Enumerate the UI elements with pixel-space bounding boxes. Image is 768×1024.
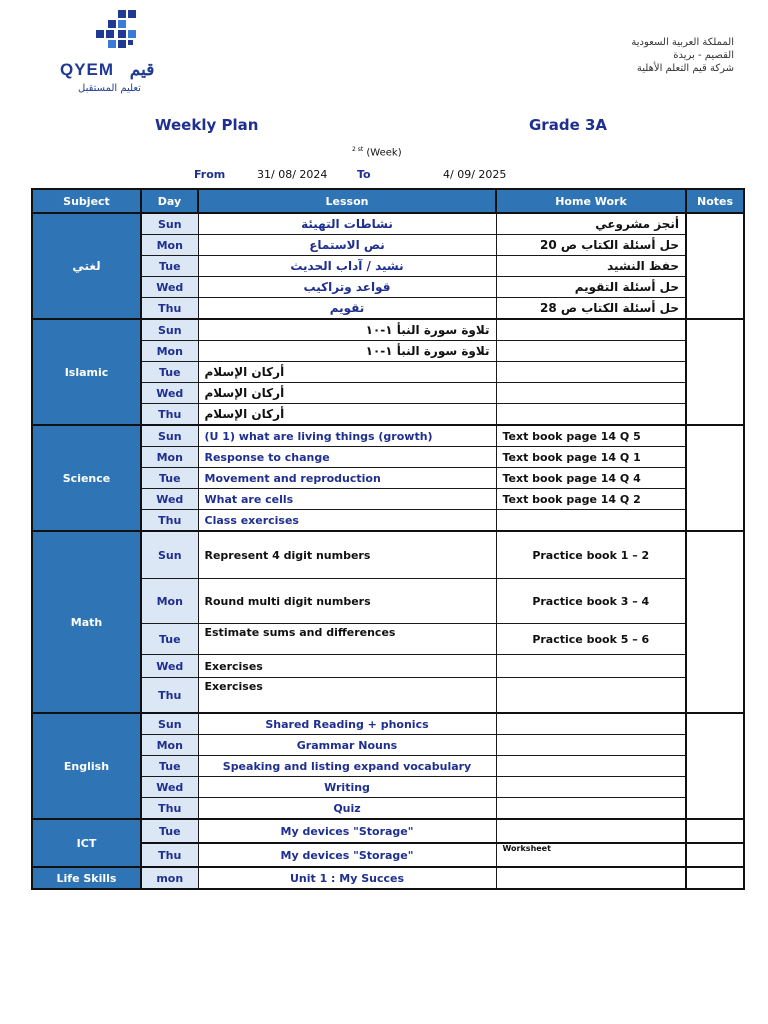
subject-life-skills: Life Skills [32,867,141,889]
homework-cell: أنجز مشروعي [496,213,686,235]
homework-cell [496,404,686,426]
homework-cell [496,510,686,532]
homework-cell: Practice book 1 – 2 [496,531,686,579]
homework-cell: Practice book 5 – 6 [496,624,686,655]
homework-cell: Worksheet [496,843,686,867]
day-cell: Mon [141,579,198,624]
header-homework: Home Work [496,189,686,213]
day-cell: Thu [141,798,198,820]
homework-cell: حل أسئلة التقويم [496,277,686,298]
homework-cell: Text book page 14 Q 1 [496,447,686,468]
day-cell: Wed [141,277,198,298]
lesson-cell: Shared Reading + phonics [198,713,496,735]
table-header-row [32,189,744,213]
subject-islamic: Islamic [32,319,141,425]
day-cell: Sun [141,531,198,579]
day-cell: Wed [141,383,198,404]
homework-cell: حفظ النشيد [496,256,686,277]
to-date: 4/ 09/ 2025 [443,168,507,181]
notes-cell [686,867,744,889]
org-line-city: القصيم - بريدة [673,50,734,61]
day-cell: Tue [141,256,198,277]
lesson-cell: تلاوة سورة النبأ ١-١٠ [198,319,496,341]
logo-tagline: تعليم المستقبل [78,83,141,94]
lesson-cell: نص الاستماع [198,235,496,256]
table-row [32,713,744,735]
lesson-cell: قواعد وتراكيب [198,277,496,298]
table-row [32,213,744,235]
header-subject: Subject [32,189,141,213]
lesson-cell: (U 1) what are living things (growth) [198,425,496,447]
to-label: To [357,168,371,181]
day-cell: Sun [141,425,198,447]
logo-mark-icon [60,8,200,68]
lesson-cell: نشاطات التهيئة [198,213,496,235]
org-line-company: شركة قيم التعلم الأهلية [636,63,734,74]
week-label [352,146,402,158]
from-date: 31/ 08/ 2024 [257,168,328,181]
homework-cell: Text book page 14 Q 5 [496,425,686,447]
subject-arabic: لغتي [32,213,141,319]
day-cell: Sun [141,713,198,735]
lesson-cell: نشيد / آداب الحديث [198,256,496,277]
day-cell: Mon [141,735,198,756]
homework-cell [496,756,686,777]
subject-ict: ICT [32,819,141,867]
homework-cell [496,713,686,735]
day-cell: Thu [141,298,198,320]
day-cell: Tue [141,362,198,383]
lesson-cell: Class exercises [198,510,496,532]
table-row [32,867,744,889]
week-text: (Week) [366,147,402,159]
lesson-cell: Speaking and listing expand vocabulary [198,756,496,777]
day-cell: Thu [141,510,198,532]
lesson-cell: تلاوة سورة النبأ ١-١٠ [198,341,496,362]
page-title: Weekly Plan [155,116,259,134]
day-cell: Thu [141,843,198,867]
from-label: From [194,168,226,181]
homework-cell [496,819,686,843]
lesson-cell: Quiz [198,798,496,820]
table-row [32,819,744,843]
org-line-country: المملكة العربية السعودية [631,37,734,48]
lesson-cell: Movement and reproduction [198,468,496,489]
table-row [32,531,744,579]
homework-cell [496,867,686,889]
day-cell: Sun [141,213,198,235]
lesson-cell: أركان الإسلام [198,404,496,426]
homework-cell [496,341,686,362]
homework-cell: حل أسئلة الكتاب ص 28 [496,298,686,320]
lesson-cell: Represent 4 digit numbers [198,531,496,579]
weekly-plan-table [31,188,745,890]
notes-cell [686,319,744,425]
table-row [32,319,744,341]
notes-cell [686,425,744,531]
lesson-cell: أركان الإسلام [198,383,496,404]
notes-cell [686,531,744,713]
lesson-cell: تقويم [198,298,496,320]
header-lesson: Lesson [198,189,496,213]
day-cell: Tue [141,468,198,489]
notes-cell [686,843,744,867]
lesson-cell: My devices "Storage" [198,843,496,867]
day-cell: Wed [141,655,198,678]
lesson-cell: Estimate sums and differences [198,624,496,655]
day-cell: Wed [141,489,198,510]
homework-cell: حل أسئلة الكتاب ص 20 [496,235,686,256]
day-cell: Tue [141,819,198,843]
day-cell: Mon [141,235,198,256]
lesson-cell: Grammar Nouns [198,735,496,756]
day-cell: Tue [141,756,198,777]
subject-english: English [32,713,141,819]
lesson-cell: Writing [198,777,496,798]
header-day: Day [141,189,198,213]
homework-cell: Text book page 14 Q 2 [496,489,686,510]
homework-cell [496,655,686,678]
week-number: 2 st [352,146,364,153]
lesson-cell: Response to change [198,447,496,468]
day-cell: Tue [141,624,198,655]
notes-cell [686,213,744,319]
homework-cell [496,362,686,383]
day-cell: mon [141,867,198,889]
subject-math: Math [32,531,141,713]
homework-cell [496,678,686,714]
notes-cell [686,713,744,819]
lesson-cell: Exercises [198,678,496,714]
day-cell: Sun [141,319,198,341]
lesson-cell: Exercises [198,655,496,678]
homework-cell [496,383,686,404]
homework-cell [496,319,686,341]
homework-cell [496,798,686,820]
subject-science: Science [32,425,141,531]
day-cell: Thu [141,678,198,714]
day-cell: Mon [141,447,198,468]
grade-label: Grade 3A [529,116,608,134]
lesson-cell: My devices "Storage" [198,819,496,843]
homework-cell: Text book page 14 Q 4 [496,468,686,489]
logo-en-text: QYEM [60,60,115,79]
organization-info [631,36,734,75]
homework-cell: Practice book 3 – 4 [496,579,686,624]
notes-cell [686,819,744,843]
logo-ar-text: قيم [129,60,155,79]
day-cell: Thu [141,404,198,426]
day-cell: Wed [141,777,198,798]
table-row [32,425,744,447]
day-cell: Mon [141,341,198,362]
lesson-cell: Unit 1 : My Succes [198,867,496,889]
homework-cell [496,777,686,798]
logo-wordmark [60,60,154,80]
lesson-cell: What are cells [198,489,496,510]
homework-cell [496,735,686,756]
header-notes: Notes [686,189,744,213]
lesson-cell: Round multi digit numbers [198,579,496,624]
lesson-cell: أركان الإسلام [198,362,496,383]
